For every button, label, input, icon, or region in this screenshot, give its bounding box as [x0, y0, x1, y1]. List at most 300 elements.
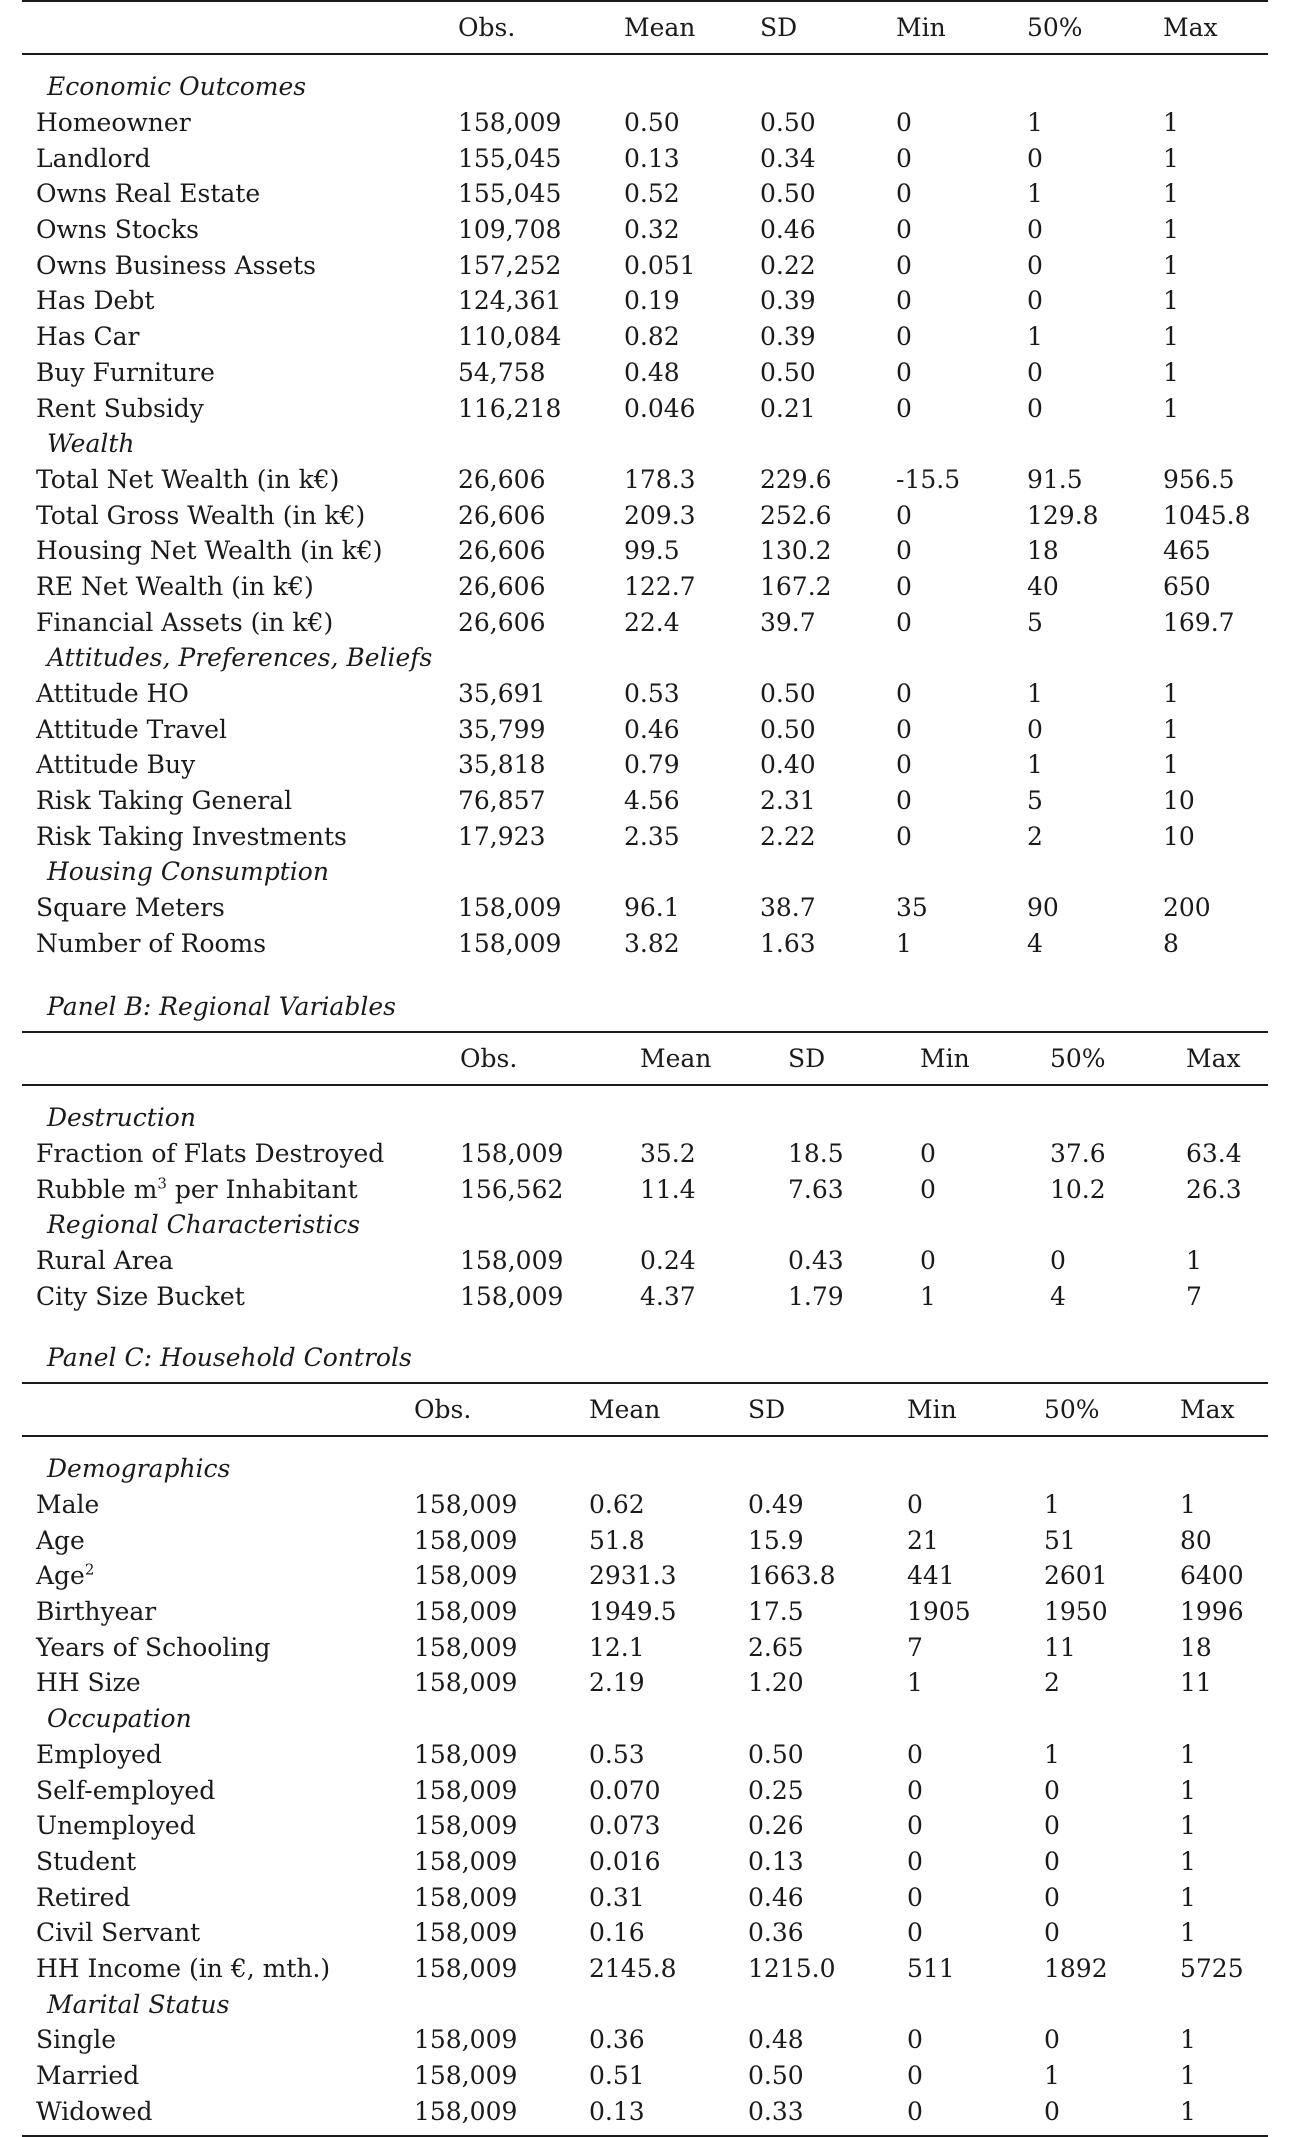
- table-row: [22, 890, 1268, 926]
- stat-cell: 0.62: [589, 1490, 645, 1520]
- variable-label: Owns Business Assets: [36, 250, 316, 280]
- stat-cell: 39.7: [760, 607, 816, 637]
- stat-cell: 130.2: [760, 536, 832, 566]
- stat-cell: 109,708: [458, 215, 562, 245]
- stat-cell: 0: [1044, 1918, 1060, 1948]
- stat-cell: 35: [896, 893, 928, 923]
- stat-cell: 0: [896, 179, 912, 209]
- table-row: [22, 212, 1268, 248]
- spacer-row: [22, 1085, 1268, 1100]
- stat-cell: 1: [1027, 679, 1043, 709]
- group-header-row: [22, 69, 1268, 105]
- group-header-row: [22, 426, 1268, 462]
- stat-cell: 1949.5: [589, 1597, 677, 1627]
- stat-cell: 229.6: [760, 464, 832, 494]
- stat-cell: 17.5: [748, 1597, 804, 1627]
- table-row: [22, 2058, 1268, 2094]
- group-header-row: [22, 1986, 1268, 2022]
- variable-label: Employed: [36, 1739, 162, 1769]
- stat-cell: 158,009: [414, 1525, 518, 1555]
- table-row: [22, 1879, 1268, 1915]
- stat-cell: 0: [896, 714, 912, 744]
- variable-label: Rubble $m^3$ per Inhabitant: [36, 1174, 358, 1204]
- table-row: [22, 783, 1268, 819]
- table-row: [22, 2022, 1268, 2058]
- stat-cell: 2.35: [624, 821, 680, 851]
- variable-label: Birthyear: [36, 1597, 157, 1627]
- header-cell: Mean: [640, 1032, 788, 1085]
- panel-a-table: [22, 0, 1268, 975]
- variable-label: Age$^2$: [36, 1561, 95, 1591]
- stat-cell: 0: [907, 1918, 923, 1948]
- spacer-row: [22, 54, 1268, 69]
- stat-cell: 1: [1186, 1246, 1202, 1276]
- spacer-row: [22, 1436, 1268, 1451]
- stat-cell: 0: [920, 1246, 936, 1276]
- stat-cell: 0: [907, 1739, 923, 1769]
- stat-cell: 4.37: [640, 1281, 696, 1311]
- stat-cell: 158,009: [414, 1918, 518, 1948]
- stat-cell: 0.046: [624, 393, 696, 423]
- stat-cell: 0: [896, 322, 912, 352]
- stat-cell: 158,009: [458, 893, 562, 923]
- stat-cell: 0: [907, 1811, 923, 1841]
- spacer-row: [22, 1314, 1268, 1328]
- variable-label: Male: [36, 1490, 100, 1520]
- stat-cell: 0: [1027, 250, 1043, 280]
- stat-cell: 158,009: [414, 1846, 518, 1876]
- stat-cell: 0.16: [589, 1918, 645, 1948]
- header-cell: 50%: [1027, 1, 1163, 54]
- stat-cell: 0.36: [748, 1918, 804, 1948]
- stat-cell: 0.21: [760, 393, 816, 423]
- stat-cell: 1.20: [748, 1668, 804, 1698]
- table-row: [22, 283, 1268, 319]
- stat-cell: 158,009: [460, 1246, 564, 1276]
- stat-cell: 0: [896, 679, 912, 709]
- stat-cell: 1: [1163, 679, 1179, 709]
- stat-cell: 1: [1180, 1775, 1196, 1805]
- header-cell: Max: [1186, 1032, 1268, 1085]
- panel-c-header-row: [22, 1383, 1268, 1436]
- variable-label: Self-employed: [36, 1775, 216, 1805]
- variable-label: Age: [36, 1525, 85, 1555]
- group-header-row: [22, 854, 1268, 890]
- header-cell: SD: [760, 1, 896, 54]
- stat-cell: 0: [896, 500, 912, 530]
- stat-cell: 4: [1027, 928, 1043, 958]
- header-cell: Obs.: [460, 1032, 640, 1085]
- table-row: [22, 462, 1268, 498]
- stat-cell: 116,218: [458, 393, 562, 423]
- variable-label: Widowed: [36, 2096, 153, 2126]
- group-title: Economic Outcomes: [47, 72, 307, 102]
- stat-cell: 155,045: [458, 179, 562, 209]
- stat-cell: 158,009: [414, 1811, 518, 1841]
- stat-cell: 26,606: [458, 500, 546, 530]
- stat-cell: 158,009: [414, 1882, 518, 1912]
- variable-label: Single: [36, 2025, 117, 2055]
- stat-cell: 0.46: [760, 215, 816, 245]
- variable-label: Has Car: [36, 322, 140, 352]
- stat-cell: 0.50: [748, 2061, 804, 2091]
- stat-cell: 26,606: [458, 571, 546, 601]
- panel-b-table: [22, 1031, 1268, 1328]
- stat-cell: 0.13: [589, 2096, 645, 2126]
- stat-cell: 2: [1044, 1668, 1060, 1698]
- variable-label: Landlord: [36, 143, 151, 173]
- stat-cell: 1: [1027, 750, 1043, 780]
- stat-cell: 1: [1163, 250, 1179, 280]
- stat-cell: 441: [907, 1561, 955, 1591]
- stat-cell: 99.5: [624, 536, 680, 566]
- variable-label: Owns Stocks: [36, 215, 199, 245]
- spacer-cell: [22, 1314, 1268, 1328]
- stat-cell: 158,009: [414, 1632, 518, 1662]
- stat-cell: 1: [920, 1281, 936, 1311]
- panel-a-body: [22, 54, 1268, 975]
- stat-cell: 124,361: [458, 286, 562, 316]
- table-row: [22, 1522, 1268, 1558]
- stat-cell: 465: [1163, 536, 1211, 566]
- stat-cell: 0.48: [624, 357, 680, 387]
- stat-cell: 21: [907, 1525, 939, 1555]
- stat-cell: 10.2: [1050, 1174, 1106, 1204]
- stat-cell: 1: [1180, 1811, 1196, 1841]
- table-row: [22, 319, 1268, 355]
- stat-cell: 12.1: [589, 1632, 645, 1662]
- stat-cell: 0: [907, 1775, 923, 1805]
- stat-cell: 252.6: [760, 500, 832, 530]
- panel-c-table: [22, 1382, 1268, 2137]
- group-title: Regional Characteristics: [47, 1210, 361, 1240]
- stat-cell: 158,009: [414, 1668, 518, 1698]
- stat-cell: 1: [1180, 1739, 1196, 1769]
- stat-cell: 1: [1163, 750, 1179, 780]
- stat-cell: 0: [1027, 143, 1043, 173]
- spacer-row: [22, 961, 1268, 975]
- stat-cell: 1.79: [788, 1281, 844, 1311]
- table-row: [22, 247, 1268, 283]
- variable-label: City Size Bucket: [36, 1281, 245, 1311]
- stat-cell: 0.19: [624, 286, 680, 316]
- stat-cell: 4: [1050, 1281, 1066, 1311]
- stat-cell: 1: [896, 928, 912, 958]
- stat-cell: 1: [1027, 179, 1043, 209]
- variable-label: HH Size: [36, 1668, 141, 1698]
- stat-cell: 1950: [1044, 1597, 1108, 1627]
- header-cell: Min: [907, 1383, 1044, 1436]
- stat-cell: 3.82: [624, 928, 680, 958]
- table-row: [22, 355, 1268, 391]
- panel-b-body: [22, 1085, 1268, 1328]
- table-row: [22, 1243, 1268, 1279]
- stat-cell: 1045.8: [1163, 500, 1251, 530]
- header-cell: Obs.: [414, 1383, 589, 1436]
- stat-cell: 18: [1027, 536, 1059, 566]
- header-cell: 50%: [1044, 1383, 1180, 1436]
- stat-cell: 122.7: [624, 571, 696, 601]
- stat-cell: 0.32: [624, 215, 680, 245]
- stat-cell: 0.50: [624, 108, 680, 138]
- stat-cell: 1: [1163, 322, 1179, 352]
- stat-cell: 5725: [1180, 1953, 1244, 1983]
- stat-cell: 26,606: [458, 464, 546, 494]
- panel-b-title: Panel B: Regional Variables: [47, 992, 396, 1021]
- stat-cell: 209.3: [624, 500, 696, 530]
- group-title: Destruction: [47, 1103, 196, 1133]
- stat-cell: 11: [1044, 1632, 1076, 1662]
- table-row: [22, 711, 1268, 747]
- stat-cell: 0.43: [788, 1246, 844, 1276]
- stat-cell: 0: [896, 393, 912, 423]
- header-cell: SD: [788, 1032, 920, 1085]
- variable-label: Unemployed: [36, 1811, 196, 1841]
- spacer-cell: [22, 1085, 1268, 1100]
- group-title: Occupation: [47, 1704, 192, 1734]
- stat-cell: 5: [1027, 786, 1043, 816]
- stat-cell: 0: [907, 1846, 923, 1876]
- table-row: [22, 676, 1268, 712]
- stat-cell: 0: [1044, 1811, 1060, 1841]
- variable-label: Has Debt: [36, 286, 155, 316]
- stat-cell: 0.53: [624, 679, 680, 709]
- stat-cell: 0: [1027, 357, 1043, 387]
- stat-cell: 0.46: [624, 714, 680, 744]
- stat-cell: 40: [1027, 571, 1059, 601]
- variable-label: Rent Subsidy: [36, 393, 204, 423]
- table-row: [22, 1558, 1268, 1594]
- table-row: [22, 569, 1268, 605]
- stat-cell: 0.26: [748, 1811, 804, 1841]
- panel-b-header-row: [22, 1032, 1268, 1085]
- variable-label: HH Income (in €, mth.): [36, 1953, 331, 1983]
- stat-cell: 0: [896, 536, 912, 566]
- stat-cell: 0: [896, 786, 912, 816]
- stat-cell: 10: [1163, 786, 1195, 816]
- variable-label: Risk Taking Investments: [36, 821, 347, 851]
- stat-cell: 156,562: [460, 1174, 564, 1204]
- variable-label: Years of Schooling: [36, 1632, 271, 1662]
- stat-cell: 1: [1163, 357, 1179, 387]
- header-cell: Mean: [624, 1, 760, 54]
- group-header-row: [22, 1100, 1268, 1136]
- stat-cell: 0: [896, 108, 912, 138]
- stat-cell: 1: [1163, 714, 1179, 744]
- stat-cell: 0: [1044, 1882, 1060, 1912]
- stat-cell: 158,009: [414, 2096, 518, 2126]
- table-row: [22, 390, 1268, 426]
- stat-cell: 63.4: [1186, 1139, 1242, 1169]
- variable-label: Attitude Buy: [36, 750, 196, 780]
- header-cell: [22, 1383, 414, 1436]
- stat-cell: 158,009: [414, 2061, 518, 2091]
- table-row: [22, 1915, 1268, 1951]
- stat-cell: 1: [1044, 2061, 1060, 2091]
- table-row: [22, 1844, 1268, 1880]
- stat-cell: 200: [1163, 893, 1211, 923]
- stat-cell: 158,009: [414, 2025, 518, 2055]
- stat-cell: 0: [896, 607, 912, 637]
- stat-cell: 157,252: [458, 250, 562, 280]
- stat-cell: 0.50: [760, 108, 816, 138]
- stat-cell: 158,009: [458, 108, 562, 138]
- header-cell: 50%: [1050, 1032, 1186, 1085]
- stat-cell: 0: [1044, 1846, 1060, 1876]
- stat-cell: 6400: [1180, 1561, 1244, 1591]
- stat-cell: 0.33: [748, 2096, 804, 2126]
- panel-c-title: Panel C: Household Controls: [47, 1343, 412, 1372]
- stat-cell: 511: [907, 1953, 955, 1983]
- variable-label: RE Net Wealth (in k€): [36, 571, 314, 601]
- stat-cell: 1996: [1180, 1597, 1244, 1627]
- variable-label: Risk Taking General: [36, 786, 293, 816]
- group-header-row: [22, 1451, 1268, 1487]
- stat-cell: 26,606: [458, 536, 546, 566]
- table-row: [22, 140, 1268, 176]
- stat-cell: 17,923: [458, 821, 546, 851]
- variable-label: Housing Net Wealth (in k€): [36, 536, 383, 566]
- stat-cell: 18.5: [788, 1139, 844, 1169]
- spacer-cell: [22, 1436, 1268, 1451]
- stat-cell: 0.51: [589, 2061, 645, 2091]
- stat-cell: 76,857: [458, 786, 546, 816]
- table-row: [22, 1629, 1268, 1665]
- stat-cell: 1: [1180, 1918, 1196, 1948]
- stat-cell: 1: [1027, 108, 1043, 138]
- table-row: [22, 1171, 1268, 1207]
- header-cell: SD: [748, 1383, 907, 1436]
- table-row: [22, 926, 1268, 962]
- table-row: [22, 105, 1268, 141]
- stat-cell: -15.5: [896, 464, 961, 494]
- variable-label: Attitude HO: [36, 679, 189, 709]
- stat-cell: 0: [907, 1490, 923, 1520]
- stat-cell: 0: [1027, 393, 1043, 423]
- stat-cell: 2.19: [589, 1668, 645, 1698]
- stat-cell: 0.25: [748, 1775, 804, 1805]
- stat-cell: 956.5: [1163, 464, 1235, 494]
- stat-cell: 1: [1163, 143, 1179, 173]
- stat-cell: 0.50: [760, 179, 816, 209]
- stat-cell: 158,009: [414, 1490, 518, 1520]
- group-title: Demographics: [47, 1454, 231, 1484]
- stat-cell: 2.65: [748, 1632, 804, 1662]
- stat-cell: 1: [1180, 2025, 1196, 2055]
- stat-cell: 2601: [1044, 1561, 1108, 1591]
- variable-label: Attitude Travel: [36, 714, 228, 744]
- variable-label: Retired: [36, 1882, 131, 1912]
- table-row: [22, 604, 1268, 640]
- stat-cell: 158,009: [460, 1139, 564, 1169]
- stat-cell: 5: [1027, 607, 1043, 637]
- stat-cell: 1: [1180, 1490, 1196, 1520]
- stat-cell: 7: [1186, 1281, 1202, 1311]
- variable-label: Square Meters: [36, 893, 225, 923]
- stat-cell: 0.53: [589, 1739, 645, 1769]
- header-cell: Mean: [589, 1383, 748, 1436]
- stat-cell: 91.5: [1027, 464, 1083, 494]
- stat-cell: 0.49: [748, 1490, 804, 1520]
- table-row: [22, 1951, 1268, 1987]
- table-row: [22, 1487, 1268, 1523]
- stat-cell: 158,009: [460, 1281, 564, 1311]
- variable-label: Total Gross Wealth (in k€): [36, 500, 366, 530]
- stat-cell: 0: [896, 571, 912, 601]
- stat-cell: 0.36: [589, 2025, 645, 2055]
- stat-cell: 2931.3: [589, 1561, 677, 1591]
- stat-cell: 0: [907, 1882, 923, 1912]
- stat-cell: 0: [920, 1174, 936, 1204]
- stat-cell: 0.50: [760, 679, 816, 709]
- header-cell: [22, 1032, 460, 1085]
- stat-cell: 7: [907, 1632, 923, 1662]
- table-row: [22, 1136, 1268, 1172]
- variable-label: Number of Rooms: [36, 928, 267, 958]
- stat-cell: 1663.8: [748, 1561, 836, 1591]
- stat-cell: 35,818: [458, 750, 546, 780]
- table-row: [22, 176, 1268, 212]
- stat-cell: 0: [1027, 714, 1043, 744]
- stat-cell: 1: [1180, 2061, 1196, 2091]
- stat-cell: 0: [1027, 215, 1043, 245]
- stat-cell: 1: [1163, 179, 1179, 209]
- stat-cell: 1: [1027, 322, 1043, 352]
- stat-cell: 0.52: [624, 179, 680, 209]
- stat-cell: 158,009: [458, 928, 562, 958]
- stat-cell: 15.9: [748, 1525, 804, 1555]
- stat-cell: 8: [1163, 928, 1179, 958]
- stat-cell: 0.46: [748, 1882, 804, 1912]
- stat-cell: 18: [1180, 1632, 1212, 1662]
- spacer-row: [22, 2129, 1268, 2136]
- table-row: [22, 497, 1268, 533]
- table-row: [22, 1665, 1268, 1701]
- stat-cell: 0: [896, 215, 912, 245]
- group-title: Housing Consumption: [47, 857, 329, 887]
- group-header-row: [22, 1701, 1268, 1737]
- stat-cell: 1: [1044, 1490, 1060, 1520]
- stat-cell: 22.4: [624, 607, 680, 637]
- stat-cell: 0.50: [748, 1739, 804, 1769]
- stat-cell: 1892: [1044, 1953, 1108, 1983]
- stat-cell: 10: [1163, 821, 1195, 851]
- stat-cell: 0.40: [760, 750, 816, 780]
- stat-cell: 0: [896, 750, 912, 780]
- stat-cell: 80: [1180, 1525, 1212, 1555]
- group-title: Wealth: [47, 429, 135, 459]
- stat-cell: 167.2: [760, 571, 832, 601]
- header-cell: Min: [896, 1, 1027, 54]
- variable-label: Owns Real Estate: [36, 179, 261, 209]
- stat-cell: 158,009: [414, 1561, 518, 1591]
- stat-cell: 51: [1044, 1525, 1076, 1555]
- stat-cell: 4.56: [624, 786, 680, 816]
- stat-cell: 0.24: [640, 1246, 696, 1276]
- variable-label: Student: [36, 1846, 137, 1876]
- variable-label: Fraction of Flats Destroyed: [36, 1139, 385, 1169]
- stat-cell: 158,009: [414, 1739, 518, 1769]
- stat-cell: 1.63: [760, 928, 816, 958]
- table-row: [22, 1594, 1268, 1630]
- stat-cell: 0.016: [589, 1846, 661, 1876]
- stat-cell: 0: [1027, 286, 1043, 316]
- stat-cell: 35,691: [458, 679, 546, 709]
- stat-cell: 0: [1044, 2096, 1060, 2126]
- stat-cell: 0: [920, 1139, 936, 1169]
- stat-cell: 1: [1180, 1882, 1196, 1912]
- variable-label: Buy Furniture: [36, 357, 215, 387]
